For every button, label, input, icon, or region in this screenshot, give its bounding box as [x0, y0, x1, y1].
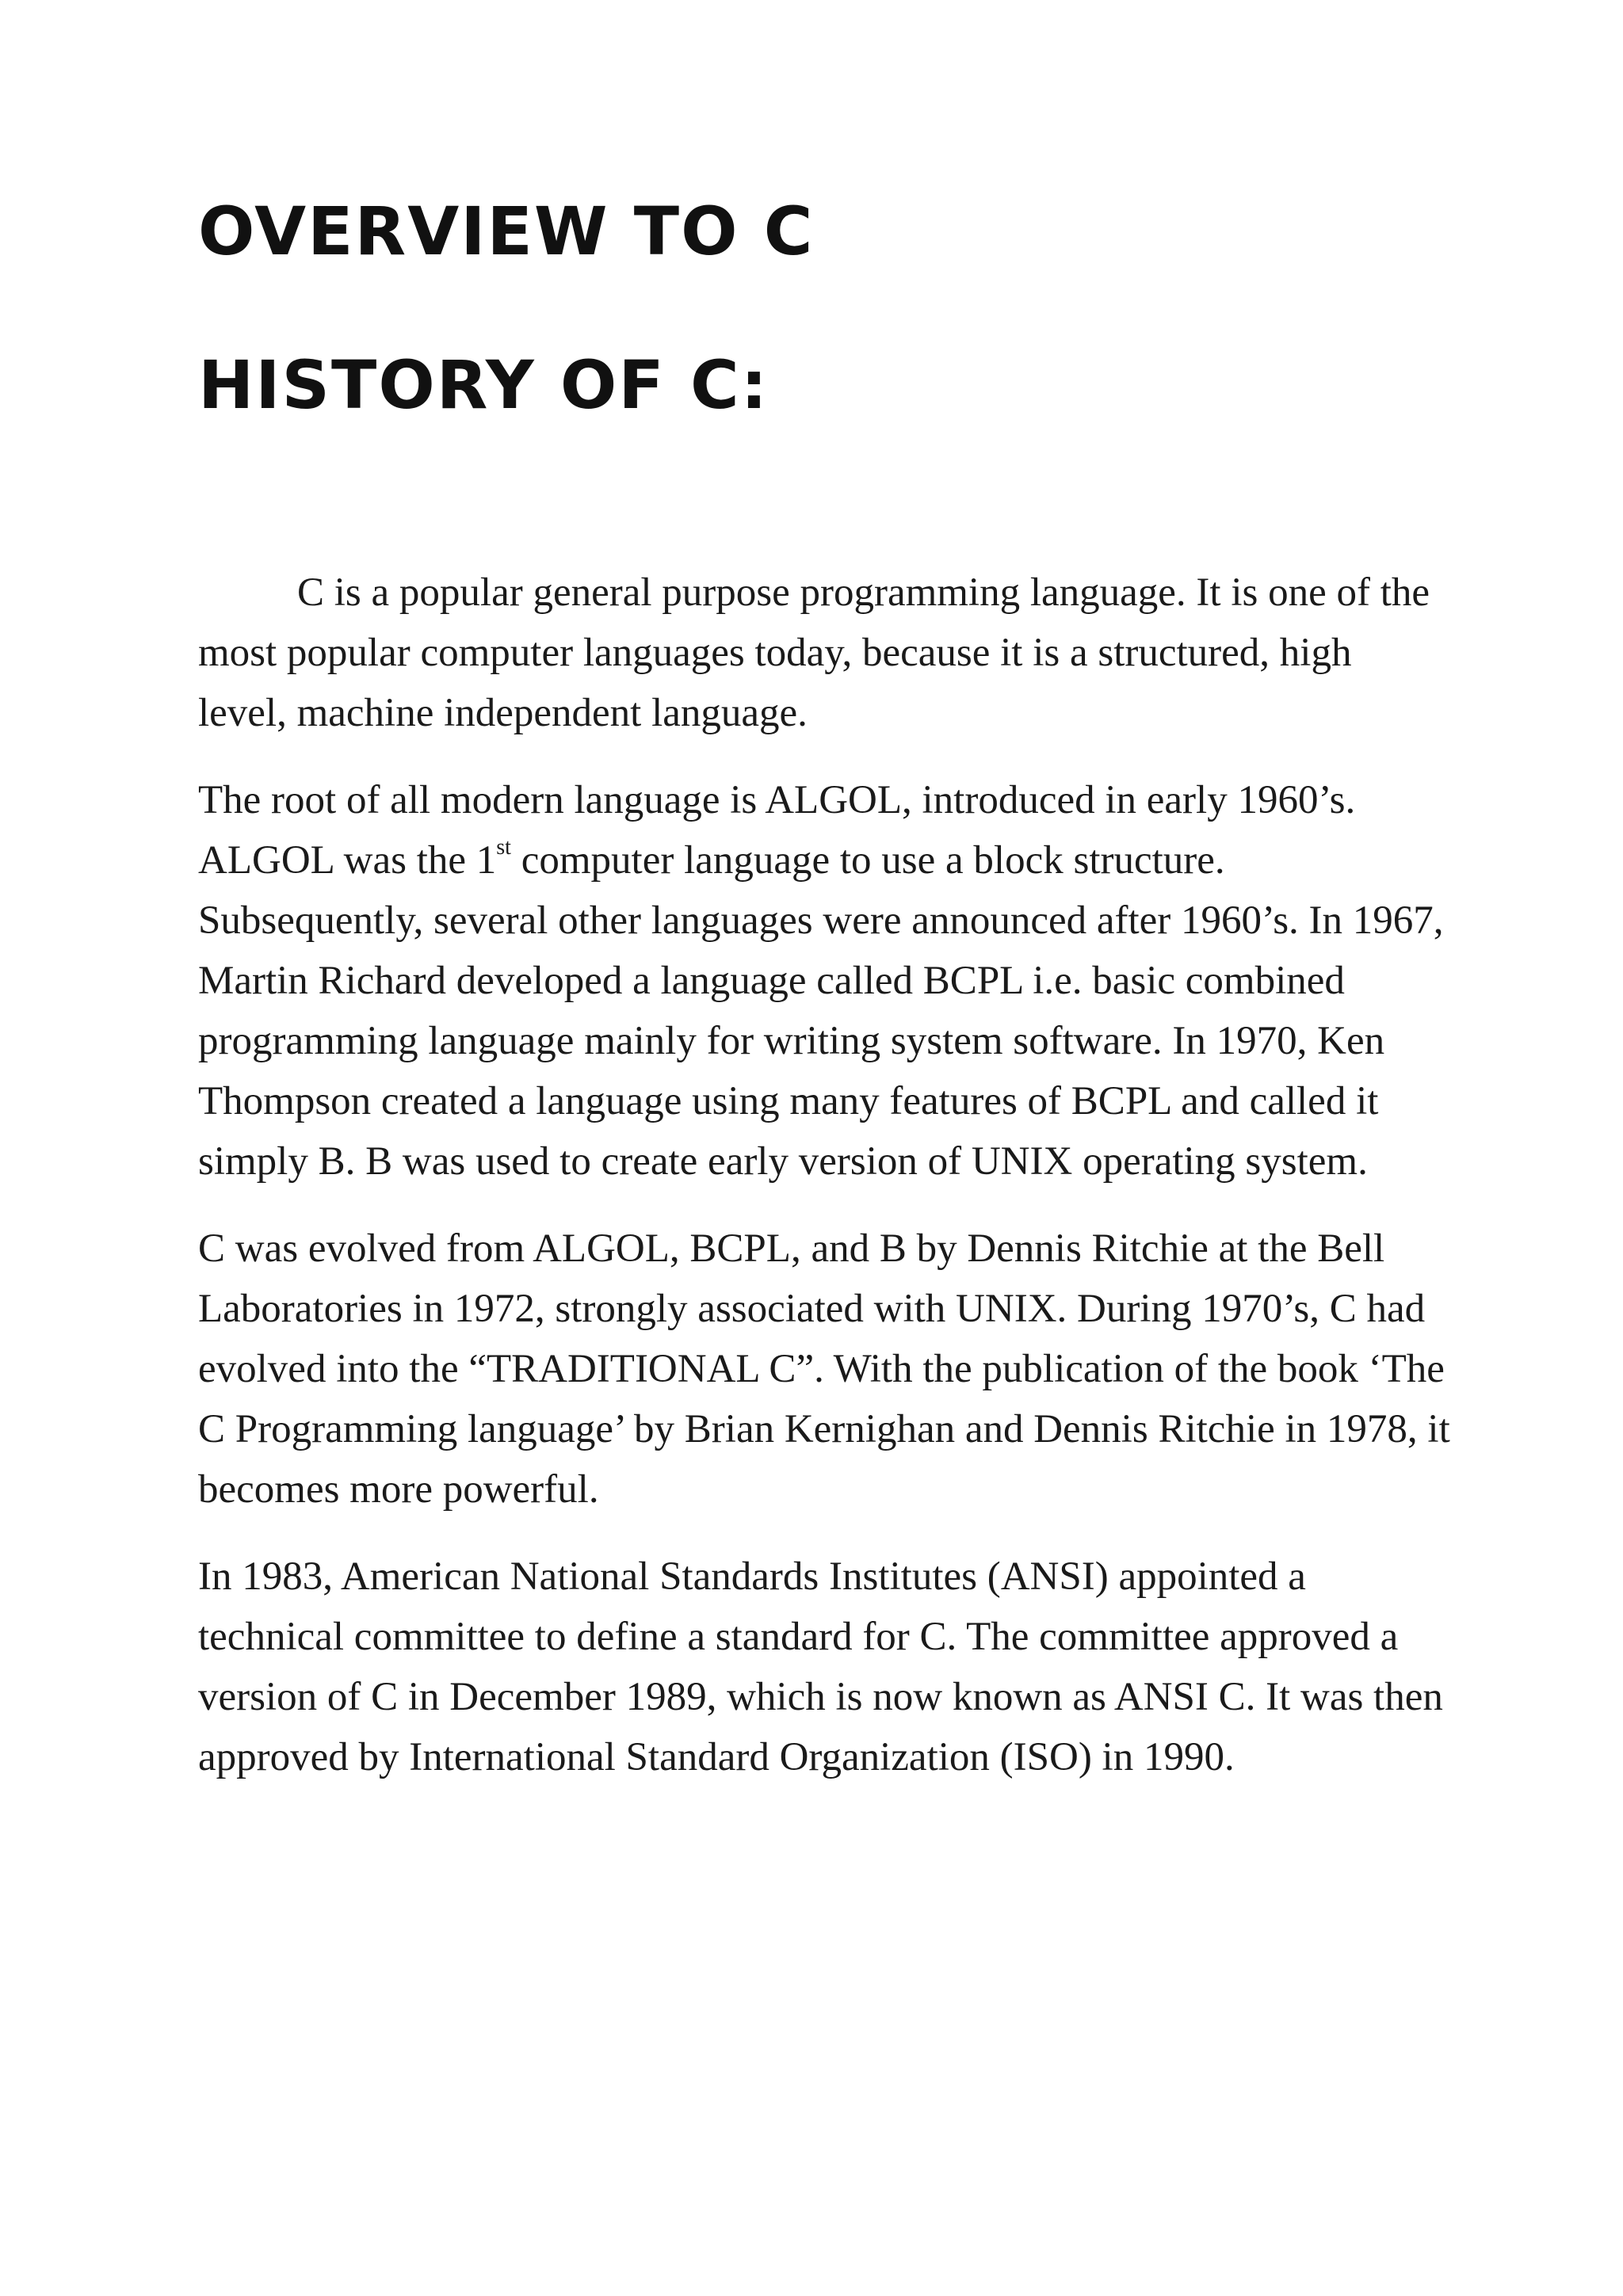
document-body	[198, 563, 1450, 1814]
paragraph-intro-text: C is a popular general purpose programming language. It is one of the most popular computer languages today, because it is a structured, high level, machine independent language.	[198, 570, 1430, 735]
heading-block	[198, 193, 1442, 424]
paragraph-evolution: C was evolved from ALGOL, BCPL, and B by Dennis Ritchie at the Bell Laboratories in 1972, strongly associated with UNIX. During 1970’s, C had evolved into the “TRADITIONAL C”. With the publication of the book ‘The C Programming language’ by Brian Kernighan and Dennis Ritchie in 1978, it becomes more powerful.	[198, 1226, 1450, 1512]
paragraph-algol-text-b: computer language to use a block structure. Subsequently, several other languages were announced after 1960’s. In 1967, Martin Richard developed a language called BCPL i.e. basic combined programming language mainly for writing system software. In 1970, Ken Thompson created a language using many features of BCPL and called it simply B. B was used to create early version of UNIX operating system.	[198, 838, 1444, 1184]
ordinal-superscript: st	[496, 835, 511, 860]
page-title: OVERVIEW TO C	[198, 193, 815, 270]
paragraph-ansi: In 1983, American National Standards Institutes (ANSI) appointed a technical committee to define a standard for C. The committee approved a version of C in December 1989, which is now known as ANSI C. It was then approved by International Standard Organization (ISO) in 1990.	[198, 1554, 1443, 1779]
paragraph-intro	[198, 563, 1450, 743]
paragraph-algol	[198, 770, 1450, 1192]
section-title: HISTORY OF C:	[198, 346, 769, 424]
paragraph-algol-text-a: The root of all modern language is ALGOL, introduced in early 1960’s. ALGOL was the 1	[198, 778, 1356, 883]
